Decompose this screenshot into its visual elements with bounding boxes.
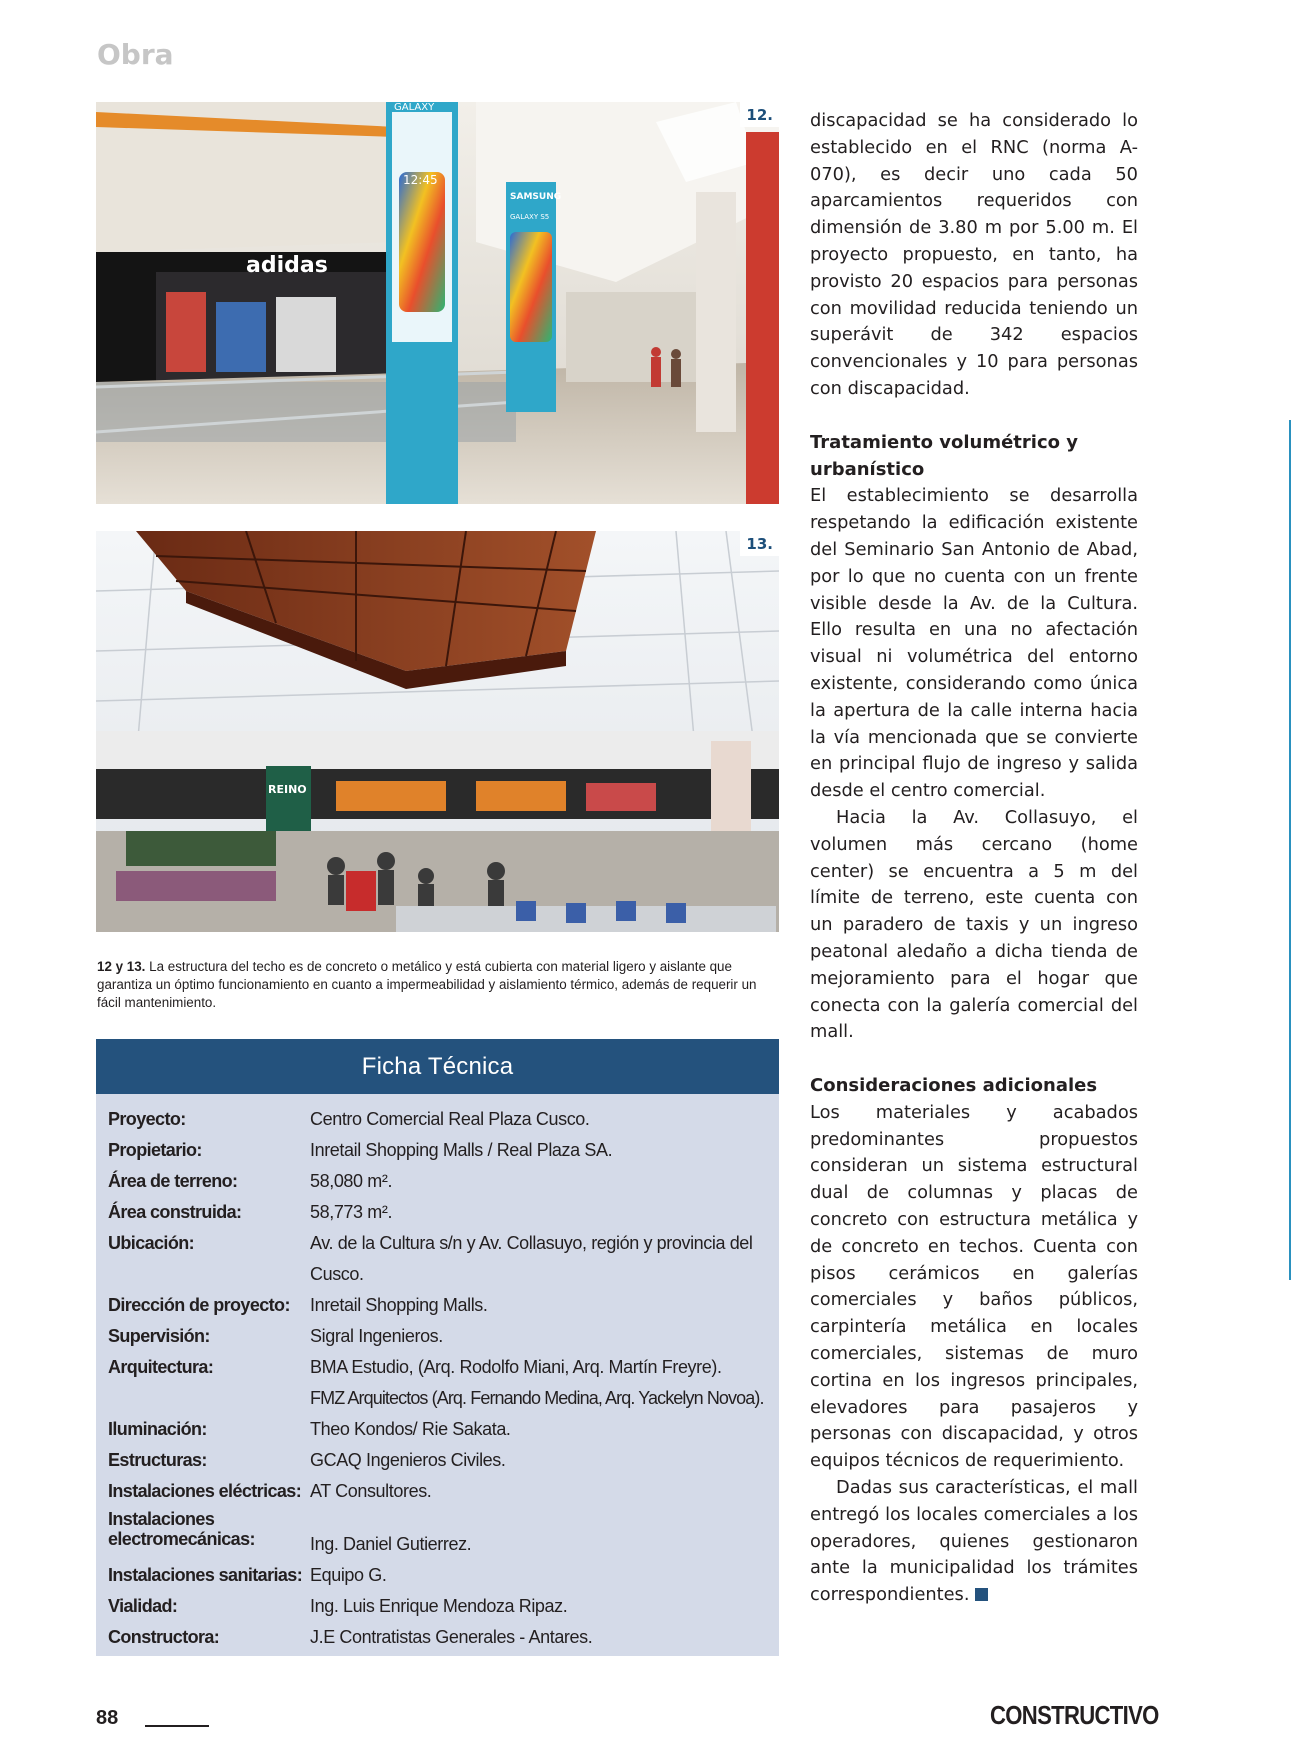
ficha-value: Inretail Shopping Malls / Real Plaza SA. [310,1140,613,1160]
ficha-value: Ing. Luis Enrique Mendoza Ripaz. [310,1596,568,1616]
ficha-value: J.E Contratistas Generales - Antares. [310,1627,593,1647]
ficha-value: Ing. Daniel Gutierrez. [310,1534,472,1554]
ficha-value: Sigral Ingenieros. [310,1326,443,1346]
photo-13-number: 13. [740,531,779,556]
photo-caption [97,958,767,1012]
ficha-row-estructuras [96,1445,779,1476]
ficha-key: Ubicación: [108,1233,195,1253]
ficha-value: Av. de la Cultura s/n y Av. Collasuyo, región y provincia del Cusco. [310,1233,753,1284]
ficha-value: Equipo G. [310,1565,387,1585]
ficha-key: Área de terreno: [108,1171,238,1191]
article-paragraph: discapacidad se ha considerado lo establecido en el RNC (norma A- 070), es decir uno cada 50 aparcamientos requeridos con dimensión de 3.80 m por 5.00 m. El proyecto propuesto, en tanto, ha provisto 20 espacios para personas con movilidad reducida teniendo un superávit de 342 espacios convencionales y 10 para personas con discapacidad. [810,110,1138,399]
article-paragraph: Los materiales y acabados predominantes propuestos consideran un sistema estructural dual de columnas y placas de concreto con estructura metálica y de concreto en techos. Cuenta con pisos cerámicos en galerías comerciales y baños públicos, carpintería metálica en locales comerciales, sistemas de muro cortina en los ingresos principales, elevadores para pasajeros y personas con discapacidad, y otros equipos técnicos de requerimiento. [810,1101,1138,1472]
ficha-key: Estructuras: [108,1450,207,1470]
ficha-row-iluminacion [96,1414,779,1445]
ficha-value: Centro Comercial Real Plaza Cusco. [310,1109,590,1129]
article-paragraph: El establecimiento se desarrolla respetando la edificación existente del Seminario San Antonio de Abad, por lo que no cuenta con un frente visible desde la Av. de la Cultura. Ello resulta en una no afectación visual ni volumétrica del entorno existente, considerando como única la apertura de la calle interna hacia la vía mencionada que se convierte en principal flujo de ingreso y salida desde el centro comercial. [810,485,1138,802]
article-column [810,108,1138,1609]
caption-ref: 12 y 13. [97,959,146,974]
page-number: 88 [96,1707,119,1729]
ficha-value: Theo Kondos/ Rie Sakata. [310,1419,511,1439]
ficha-key: Constructora: [108,1627,220,1647]
adidas-sign: adidas [246,253,328,278]
ficha-row-area-terreno [96,1166,779,1197]
ficha-row-propietario [96,1135,779,1166]
ficha-key: Instalaciones sanitarias: [108,1565,303,1585]
ficha-row-area-construida [96,1197,779,1228]
article-heading: Tratamiento volumétrico y urbanístico [810,431,1078,480]
ficha-rows [96,1094,779,1653]
section-label: Obra [97,38,174,71]
article-heading: Consideraciones adicionales [810,1075,1098,1097]
ficha-value: 58,080 m². [310,1171,393,1191]
ficha-row-ubicacion [96,1228,779,1290]
ficha-key: Dirección de proyecto: [108,1295,290,1315]
galaxy-banner-top: GALAXY [394,102,435,113]
ficha-row-sanitarias [96,1560,779,1591]
page-number-rule [145,1725,209,1727]
reino-banner: REINO [268,783,307,796]
ficha-value-line: FMZ Arquitectos (Arq. Fernando Medina, Arq. Yackelyn Novoa). [310,1388,764,1408]
article-paragraph: Hacia la Av. Collasuyo, el volumen más cercano (home center) se encuentra a 5 m del límite de terreno, este cuenta con un paradero de taxis y un ingreso peatonal aledaño a dicha tienda de mejoramiento para el hogar que conecta con la galería comercial del mall. [810,806,1138,1043]
ficha-row-electricas [96,1476,779,1507]
ficha-value-line: BMA Estudio, (Arq. Rodolfo Miani, Arq. Martín Freyre). [310,1357,722,1377]
ficha-key: Instalaciones eléctricas: [108,1481,302,1501]
samsung-sign: SAMSUNG [510,192,562,202]
article-paragraph [810,1475,1138,1609]
ficha-row-direccion [96,1290,779,1321]
article-last-text: Dadas sus características, el mall entregó los locales comerciales a los operadores, quienes gestionaron ante la municipalidad los trámites correspondientes. [810,1477,1138,1606]
ficha-value: 58,773 m². [310,1202,393,1222]
clock-text: 12:45 [403,173,438,187]
ficha-title: Ficha Técnica [96,1039,779,1094]
end-of-article-mark [975,1588,988,1601]
ficha-row-electromecanicas [96,1507,779,1560]
ficha-row-proyecto [96,1104,779,1135]
photo-12-number: 12. [740,102,779,127]
magazine-brand: CONSTRUCTIVO [990,1700,1159,1730]
ficha-row-constructora [96,1622,779,1653]
photo-12-mall-corridor [96,102,779,504]
ficha-key: Arquitectura: [108,1357,214,1377]
photo-13-food-court [96,531,779,932]
ficha-key: Supervisión: [108,1326,210,1346]
ficha-value: GCAQ Ingenieros Civiles. [310,1450,506,1470]
caption-text: La estructura del techo es de concreto o metálico y está cubierta con material ligero y aislante que garantiza un óptimo funcionamiento en cuanto a impermeabilidad y aislamiento térmico, además de requerir un fácil mantenimiento. [97,959,757,1010]
ficha-value: Inretail Shopping Malls. [310,1295,488,1315]
ficha-value: AT Consultores. [310,1481,432,1501]
ficha-key: Propietario: [108,1140,202,1160]
ficha-key: Instalaciones electromecánicas: [108,1509,255,1549]
ficha-key: Proyecto: [108,1109,186,1129]
ficha-row-supervision [96,1321,779,1352]
ficha-key: Área construida: [108,1202,242,1222]
ficha-value [310,1352,779,1414]
ficha-row-arquitectura [96,1352,779,1414]
ficha-key: Vialidad: [108,1596,178,1616]
galaxy-sign: GALAXY S5 [510,213,550,221]
ficha-key: Iluminación: [108,1419,207,1439]
ficha-row-vialidad [96,1591,779,1622]
ficha-tecnica-box [96,1039,779,1656]
